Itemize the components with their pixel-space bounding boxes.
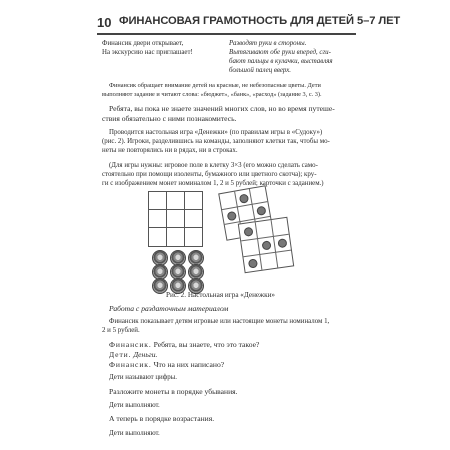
speaker: Финансик. — [109, 340, 152, 349]
figure-caption: Рис. 2. Настольная игра «Денежки» — [166, 291, 276, 299]
after-line-3: Дети выполняют. — [109, 402, 160, 409]
poem-left-line-1: Финансик двери открывает, — [102, 40, 184, 47]
speaker: Финансик. — [109, 360, 152, 369]
page-number: 10 — [97, 15, 112, 30]
after-line-5: Дети выполняют. — [109, 430, 160, 437]
poem-right-line-1: Разводят руки в стороны. — [229, 40, 307, 47]
section-intro-line-1: Финансик показывает детям игровые или настоящие монеты номиналом 1, — [109, 318, 330, 325]
section-intro-line-2: 2 и 5 рублей. — [102, 327, 140, 334]
empty-game-board — [148, 191, 203, 247]
header-rule — [97, 33, 356, 35]
paragraph-2-line-1: Ребята, вы пока не знаете значений многих слов, но во время путеше- — [109, 104, 335, 113]
after-line-2: Разложите монеты в порядке убывания. — [109, 387, 238, 396]
paragraph-4-line-2: стоятельно при помощи изоленты, бумажного или цветного скотча); кру- — [102, 171, 317, 178]
paragraph-3-line-2: (рис. 2). Игроки, разделившись на команды, заполняют клетки так, чтобы мо- — [102, 138, 330, 145]
dialog-line-1 — [109, 341, 259, 350]
running-title: ФИНАНСОВАЯ ГРАМОТНОСТЬ ДЛЯ ДЕТЕЙ 5–7 ЛЕТ — [119, 15, 401, 27]
dialog-text: Что на них написано? — [153, 360, 225, 369]
paragraph-2-line-2: ствия обязательно с ними познакомитесь. — [102, 114, 237, 123]
dialog-line-2 — [109, 351, 157, 360]
paragraph-4-line-1: (Для игры нужны: игровое поле в клетку 3×3 (его можно сделать само- — [109, 162, 318, 169]
section-heading: Работа с раздаточным материалом — [109, 304, 229, 313]
after-line-1: Дети называют цифры. — [109, 374, 178, 381]
poem-right-line-3: бают пальцы в кулачки, выставляя — [229, 58, 333, 65]
paragraph-4-line-3: ги с изображением монет номиналом 1, 2 и 5 рублей; карточки с заданием.) — [102, 180, 324, 187]
paragraph-1-line-1: Финансик обращает внимание детей на красные, не небезопасные цветы. Дети — [109, 82, 321, 89]
task-card — [238, 217, 294, 273]
after-line-4: А теперь в порядке возрастания. — [109, 414, 215, 423]
dialog-text: Деньги. — [133, 350, 158, 359]
dialog-line-3 — [109, 361, 224, 370]
paragraph-3-line-3: неты не повторялись ни в рядах, ни в строках. — [102, 147, 238, 154]
page-header — [97, 14, 401, 36]
poem-right-line-2: Вытягивают обе руки вперед, сги- — [229, 49, 331, 56]
speaker: Дети. — [109, 350, 132, 359]
dialog-text: Ребята, вы знаете, что это такое? — [153, 340, 260, 349]
paragraph-3-line-1: Проводится настольная игра «Денежки» (по правилам игры в «Судоку») — [109, 129, 323, 136]
poem-right-line-4: большой палец вверх. — [229, 67, 292, 74]
poem-left-line-2: На экскурсию нас приглашает! — [102, 49, 193, 56]
paragraph-1-line-2: выполняют задание и читают слова: «бюджет», «банк», «расход» (задание 3, с. 3). — [102, 91, 322, 98]
